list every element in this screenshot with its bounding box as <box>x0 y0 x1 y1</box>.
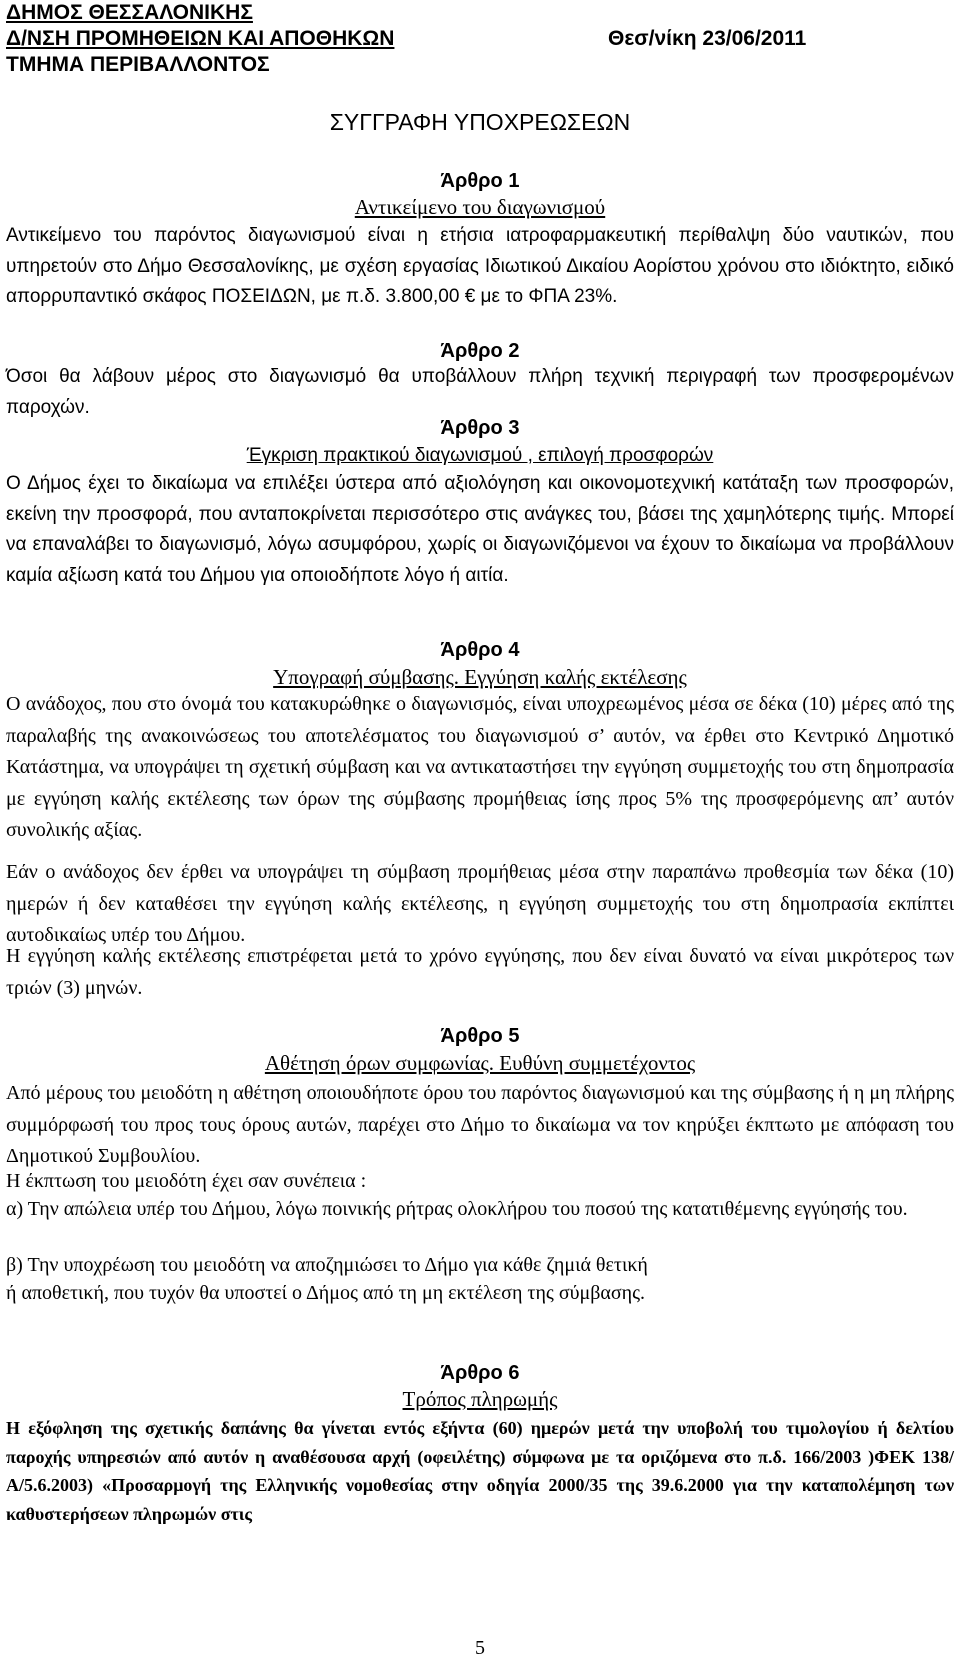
directorate-heading: Δ/ΝΣΗ ΠΡΟΜΗΘΕΙΩΝ ΚΑΙ ΑΠΟΘΗΚΩΝ <box>6 27 395 50</box>
article-4-subtitle: Υπογραφή σύμβασης. Εγγύηση καλής εκτέλεσης <box>273 665 687 689</box>
article-2-text: Όσοι θα λάβουν μέρος στο διαγωνισμό θα υποβάλλουν πλήρη τεχνική περιγραφή των προσφερομένων παροχών. <box>6 366 954 418</box>
article-5-subtitle: Αθέτηση όρων συμφωνίας. Ευθύνη συμμετέχοντος <box>264 1051 696 1075</box>
article-6-subtitle: Τρόπος πληρωμής <box>402 1387 558 1411</box>
article-4-paragraph-1: Ο ανάδοχος, που στο όνομά του κατακυρώθηκε ο διαγωνισμός, είναι υποχρεωμένος μέσα σε δέκα (10) μέρες από της παραλαβής της ανακοινώσεως του αποτελέσματος του διαγωνισμού σ’ αυτόν, να έρθει στο Κεντρικό Δημοτικό Κατάστημα, να υπογράψει τη σχετική σύμβαση και να αντικαταστήσει την εγγύηση συμμετοχής του στη δημοπρασία με εγγύηση καλής εκτέλεσης των όρων της σύμβασης προμήθειας ίσης προς 5% της προσφερόμενης απ’ αυτόν συνολικής αξίας. <box>6 693 954 841</box>
article-1-text: Αντικείμενο του παρόντος διαγωνισμού είναι η ετήσια ιατροφαρμακευτική περίθαλψη δύο ναυτικών, που υπηρετούν στο Δήμο Θεσσαλονίκης, με σχέση εργασίας Ιδιωτικού Δικαίου Αορίστου χρόνου στο ιδιόκτητο, ειδικό απορρυπαντικό σκάφος ΠΟΣΕΙΔΩΝ, με π.δ. 3.800,00 € με το ΦΠΑ 23%. <box>6 225 954 307</box>
article-5-paragraph-1: Από μέρους του μειοδότη η αθέτηση οποιουδήποτε όρου του παρόντος διαγωνισμού και της σύμβασης ή η μη πλήρης συμμόρφωσή του προς τους όρους αυτών, παρέχει στο Δήμο το δικαίωμα να τον κηρύξει έκπτωτο με απόφαση του Δημοτικού Συμβουλίου. <box>6 1082 954 1167</box>
article-3-subtitle: Έγκριση πρακτικού διαγωνισμού , επιλογή προσφορών <box>246 445 714 466</box>
article-4-paragraph-2: Εάν ο ανάδοχος δεν έρθει να υπογράψει τη σύμβαση προμήθειας μέσα στην παραπάνω προθεσμία των δέκα (10) ημερών ή δεν καταθέσει την εγγύηση καλής εκτέλεσης, η εγγύηση συμμετοχής του στη δημοπρασία εκπίπτει αυτοδικαίως υπέρ του Δήμου. <box>6 861 954 946</box>
article-5-item-b-continued: ή αποθετική, που τυχόν θα υποστεί ο Δήμος από τη μη εκτέλεση της σύμβασης. <box>6 1282 646 1304</box>
place-date: Θεσ/νίκη 23/06/2011 <box>608 27 807 50</box>
article-3-text: Ο Δήμος έχει το δικαίωμα να επιλέξει ύστερα από αξιολόγηση και οικονομοτεχνική κατάταξη των προσφορών, εκείνη την προσφορά, που ανταποκρίνεται περισσότερο στις ανάγκες του, βάσει της χαμηλότερης τιμής. Μπορεί να επαναλάβει το διαγωνισμό, λόγω ασυμφόρου, χωρίς οι διαγωνιζόμενοι να έχουν το δικαίωμα να προβάλλουν καμία αξίωση κατά του Δήμου για οποιοδήποτε λόγο ή αιτία. <box>6 473 954 586</box>
article-5-heading: Άρθρο 5 <box>440 1025 520 1047</box>
article-1-heading: Άρθρο 1 <box>440 170 520 192</box>
department-heading: ΤΜΗΜΑ ΠΕΡΙΒΑΛΛΟΝΤΟΣ <box>6 53 270 76</box>
article-1-subtitle: Αντικείμενο του διαγωνισμού <box>354 195 606 219</box>
article-5-paragraph-2: Η έκπτωση του μειοδότη έχει σαν συνέπεια : <box>6 1170 367 1192</box>
article-4-paragraph-3: Η εγγύηση καλής εκτέλεσης επιστρέφεται μετά το χρόνο εγγύησης, που δεν είναι δυνατό να είναι μικρότερος των τριών (3) μηνών. <box>6 945 954 999</box>
municipality-heading: ΔΗΜΟΣ ΘΕΣΣΑΛΟΝΙΚΗΣ <box>6 1 253 24</box>
article-3-heading: Άρθρο 3 <box>440 417 520 439</box>
article-5-item-b: β) Την υποχρέωση του μειοδότη να αποζημιώσει το Δήμο για κάθε ζημιά θετική <box>6 1254 648 1276</box>
article-6-text: Η εξόφληση της σχετικής δαπάνης θα γίνεται εντός εξήντα (60) ημερών μετά την υποβολή του τιμολογίου ή δελτίου παροχής υπηρεσιών από αυτόν η αναθέσουσα αρχή (οφειλέτης) σύμφωνα με τα οριζόμενα στο π.δ. 166/2003 )ΦΕΚ 138/Α/5.6.2003) «Προσαρμογή της Ελληνικής νομοθεσίας στην οδηγία 2000/35 της 39.6.2000 για την καταπολέμηση των καθυστερήσεων πληρωμών στις <box>6 1418 954 1524</box>
page-number: 5 <box>475 1637 485 1659</box>
document-title: ΣΥΓΓΡΑΦΗ ΥΠΟΧΡΕΩΣΕΩΝ <box>329 109 631 135</box>
article-4-heading: Άρθρο 4 <box>440 639 520 661</box>
article-2-heading: Άρθρο 2 <box>440 340 520 362</box>
article-5-item-a: α) Την απώλεια υπέρ του Δήμου, λόγω ποινικής ρήτρας ολοκλήρου του ποσού της κατατιθέμενης εγγύησής του. <box>6 1198 908 1220</box>
article-6-heading: Άρθρο 6 <box>440 1362 520 1384</box>
